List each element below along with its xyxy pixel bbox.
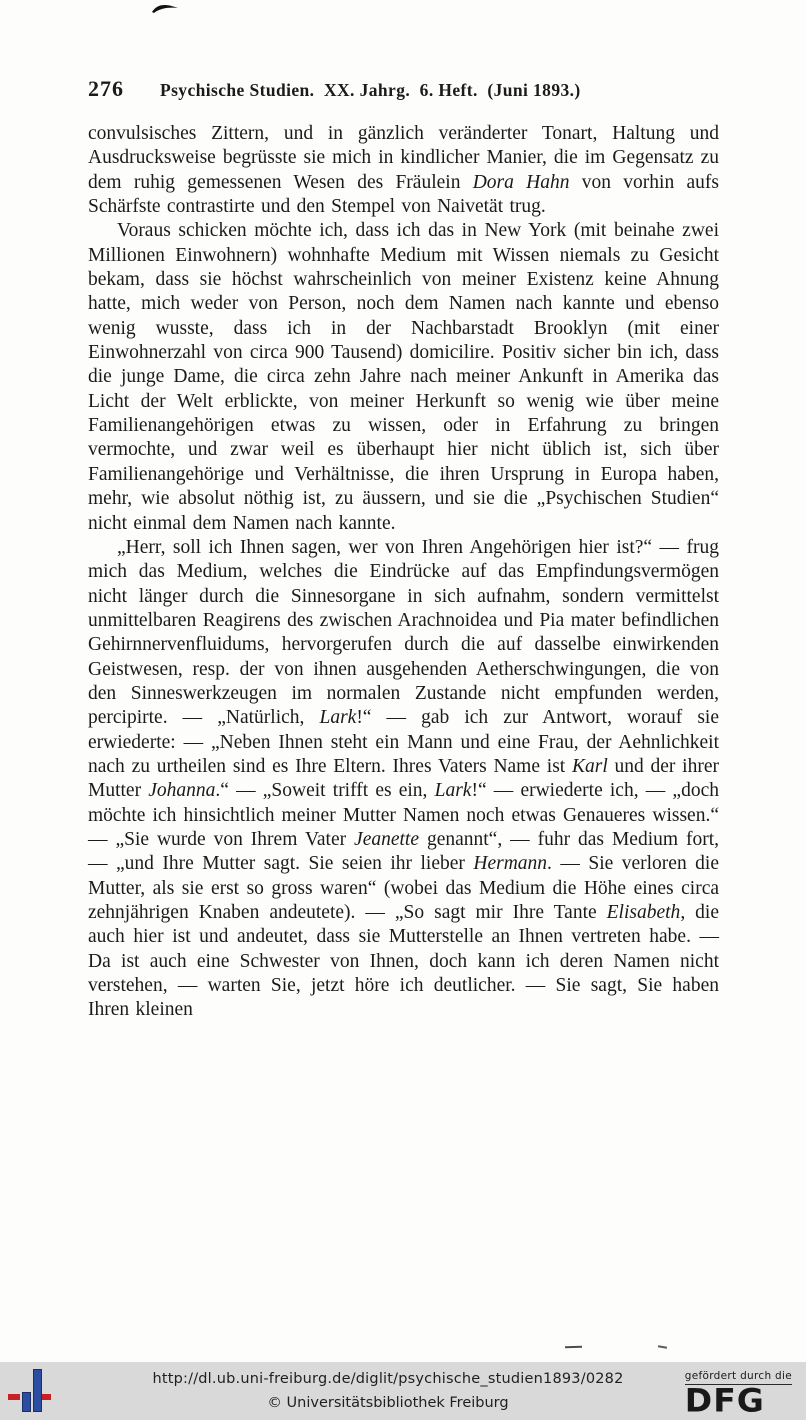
text-run: convulsisches Zittern, und in gänzlich veränderter Tonart, Haltung und Ausdrucksweise begrüsste sie mich in kindlicher Manier, die im Gegensatz zu dem ruhig gemessenen Wesen des Fräulein [88, 123, 719, 193]
text-run: genannt“, — fuhr das Medium fort, — „und Ihre Mutter sagt. Sie seien ihr lieber [88, 828, 719, 875]
logo-red-dash-right [42, 1394, 51, 1400]
scan-artifact-dash [565, 1346, 582, 1349]
logo-red-dash-left [8, 1394, 20, 1400]
logo-blue-bar-short [22, 1392, 31, 1412]
italic-name: Jeanette [354, 828, 420, 850]
text-run: !“ — erwiederte ich, — „doch möchte ich hinsichtlich meiner Mutter Namen noch etwas Genaueres wissen.“ — „Sie wurde von Ihrem Vater [88, 780, 719, 850]
text-run: . — Sie verloren die Mutter, als sie erst so gross waren“ (wobei das Medium die Höhe eines circa zehnjährigen Knaben andeutete). — „So sagt mir Ihre Tante [88, 853, 719, 923]
footer-text-block [100, 1362, 676, 1420]
paragraph [88, 219, 719, 535]
footer-bar [0, 1362, 806, 1420]
dfg-logo-letters: DFG [684, 1381, 765, 1420]
text-run: Voraus schicken möchte ich, dass ich das in New York (mit beinahe zwei Millionen Einwohnern) wohnhafte Medium mit Wissen niemals zu Gesicht bekam, dass sie höchst wahrscheinlich von meiner Existenz keine Ahnung hatte, mich weder von Person, noch dem Namen nach kannte und ebenso wenig wusste, dass ich in der Nachbarstadt Brooklyn (mit einer Einwohnerzahl von circa 900 Tausend) domicilire. Positiv sicher bin ich, dass die junge Dame, die circa zehn Jahre nach meiner Ankunft in Amerika das Licht der Welt erblickte, von meiner Herkunft so wenig wie über meine Familienangehörigen etwas zu wissen, oder in Erfahrung zu bringen vermochte, und zwar weil es überhaupt hier nicht üblich ist, sich über Familienangehörige und Verhältnisse, die ihren Ursprung in Europa haben, mehr, wie absolut nöthig ist, zu äussern, und sie die „Psychischen Studien“ nicht einmal dem Namen nach kannte. [88, 220, 719, 534]
italic-name: Lark [319, 707, 357, 729]
page-number: 276 [88, 76, 124, 101]
dfg-tagline: gefördert durch die [685, 1370, 792, 1385]
paragraph [88, 122, 719, 219]
italic-name: Johanna [148, 780, 216, 802]
italic-name: Hermann [473, 853, 548, 875]
paragraph [88, 536, 719, 1023]
dfg-logo [684, 1370, 792, 1420]
journal-header-title: Psychische Studien. XX. Jahrg. 6. Heft. (Juni 1893.) [160, 80, 581, 100]
running-header [88, 76, 720, 102]
logo-blue-bar-tall [33, 1369, 42, 1412]
italic-name: Dora Hahn [472, 171, 570, 193]
text-run: von vorhin aufs Schärfste contrastirte und den Stempel von Naivetät trug. [88, 171, 719, 218]
source-url[interactable]: http://dl.ub.uni-freiburg.de/diglit/psychische_studien1893/0282 [152, 1371, 624, 1387]
text-run: , die auch hier ist und andeutet, dass sie Mutterstelle an Ihnen vertreten habe. — Da ist auch eine Schwester von Ihnen, doch kann ich deren Namen nicht verstehen, — warten Sie, jetzt höre ich deutlicher. — Sie sagt, Sie haben Ihren kleinen [88, 902, 719, 1021]
page-body [88, 122, 719, 1023]
italic-name: Elisabeth [606, 902, 681, 923]
copyright-notice: © Universitätsbibliothek Freiburg [267, 1395, 509, 1411]
italic-name: Karl [571, 755, 608, 777]
italic-name: Lark [434, 780, 472, 802]
text-run: .“ — „Soweit trifft es ein, [215, 780, 435, 802]
scan-artifact-dash [658, 1345, 667, 1349]
diglit-library-logo-icon [0, 1362, 56, 1420]
ink-mark-artifact [150, 2, 182, 16]
text-run: und der ihrer Mutter [88, 755, 719, 802]
text-run: !“ — gab ich zur Antwort, worauf sie erwiederte: — „Neben Ihnen steht ein Mann und eine Frau, der Aehnlichkeit nach zu urtheilen sind es Ihre Eltern. Ihres Vaters Name ist [88, 707, 719, 777]
text-run: „Herr, soll ich Ihnen sagen, wer von Ihren Angehörigen hier ist?“ — frug mich das Medium, welches die Eindrücke auf das Empfindungsvermögen nicht länger durch die Sinnesorgane in sich aufnahm, sondern vermittelst unmittelbaren Reagirens des zwischen Arachnoidea und Pia mater befindlichen Gehirnnervenfluidums, hervorgerufen durch die auf dasselbe einwirkenden Geistwesen, resp. der von ihnen ausgehenden Aetherschwingungen, die von den Sinneswerkzeugen im normalen Zustande nicht empfunden werden, percipirte. — „Natürlich, [88, 536, 719, 729]
